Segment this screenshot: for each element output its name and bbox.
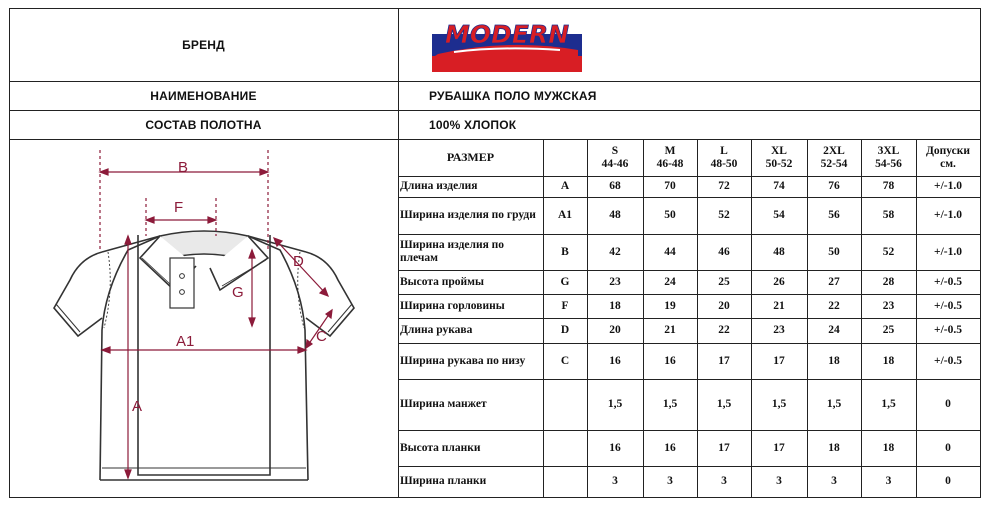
measure-value: 3 — [885, 475, 892, 487]
measure-value: 52 — [718, 209, 730, 221]
size-letter: 2XL — [823, 144, 845, 157]
measure-tolerance: +/-0.5 — [934, 299, 962, 312]
measure-value: 18 — [882, 354, 895, 367]
measure-value: 22 — [828, 299, 840, 312]
measure-value: 1,5 — [607, 398, 623, 410]
measure-value: 23 — [609, 275, 621, 288]
measure-value: 17 — [718, 354, 730, 367]
measure-code: C — [560, 354, 570, 367]
size-letter: S — [611, 144, 619, 157]
measure-name: Ширина изделия по груди — [400, 209, 536, 221]
measure-value: 18 — [609, 299, 621, 312]
measure-code: B — [561, 245, 569, 258]
measure-value: 16 — [609, 354, 621, 367]
measure-value: 24 — [664, 275, 676, 288]
fabric-label: СОСТАВ ПОЛОТНА — [145, 117, 262, 132]
measure-name: Ширина планки — [400, 475, 487, 487]
dim-label-a: A — [132, 398, 143, 415]
measure-value: 44 — [664, 245, 676, 258]
name-label: НАИМЕНОВАНИЕ — [150, 88, 257, 103]
measure-value: 1,5 — [662, 398, 678, 410]
size-range: 50-52 — [765, 157, 793, 170]
size-col-header — [807, 139, 861, 176]
brand-label: БРЕНД — [182, 37, 225, 52]
size-col-header — [587, 139, 643, 176]
measure-tolerance: 0 — [945, 441, 951, 454]
measure-value: 1,5 — [826, 398, 842, 410]
size-range: 48-50 — [710, 157, 738, 170]
size-letter: XL — [771, 144, 787, 157]
measure-value: 20 — [718, 299, 730, 312]
measure-value: 22 — [718, 324, 730, 336]
measure-value: 1,5 — [771, 398, 787, 410]
measure-value: 26 — [773, 275, 785, 288]
measure-value: 72 — [718, 180, 730, 192]
dim-label-f: F — [174, 199, 184, 216]
measure-value: 1,5 — [881, 398, 896, 410]
measure-value: 46 — [718, 245, 730, 258]
measure-value: 3 — [721, 475, 727, 487]
measure-code — [543, 379, 587, 430]
measure-value: 54 — [773, 209, 785, 221]
dim-label-b: B — [178, 159, 189, 176]
measure-value: 17 — [773, 354, 785, 367]
measure-value: 78 — [882, 180, 895, 192]
measure-value: 25 — [718, 275, 730, 288]
code-header — [543, 139, 587, 176]
measure-name: Высота проймы — [400, 275, 484, 288]
size-letter: L — [720, 144, 728, 157]
measure-code: F — [561, 299, 569, 312]
measure-value: 21 — [664, 324, 676, 336]
size-letter: 3XL — [877, 144, 900, 157]
measure-tolerance: 0 — [945, 398, 951, 410]
measure-tolerance: 0 — [945, 475, 951, 487]
measure-value: 20 — [609, 324, 621, 336]
measure-name: Высота планки — [400, 441, 481, 454]
measure-tolerance: +/-1.0 — [934, 209, 962, 221]
measure-name: Длина изделия — [400, 180, 478, 192]
measure-value: 70 — [664, 180, 676, 192]
measure-value: 17 — [718, 441, 730, 454]
measure-value: 19 — [664, 299, 676, 312]
measure-value: 76 — [828, 180, 840, 192]
size-range: 54-56 — [875, 157, 902, 170]
measure-value: 24 — [828, 324, 840, 336]
measure-code: G — [560, 275, 570, 288]
measure-value: 50 — [828, 245, 840, 258]
measure-value: 27 — [828, 275, 840, 288]
measure-value: 16 — [664, 354, 676, 367]
measure-value: 68 — [609, 180, 621, 192]
measure-code — [543, 466, 587, 497]
measure-code: D — [560, 324, 570, 336]
measure-value: 48 — [609, 209, 621, 221]
measure-code: A — [560, 180, 570, 192]
size-range: 46-48 — [656, 157, 684, 170]
measure-value: 28 — [882, 275, 895, 288]
tolerance-header-line: см. — [940, 157, 956, 170]
measure-name: Ширина рукава по низу — [400, 354, 526, 367]
measure-name: Ширина изделия по плечам — [400, 239, 505, 264]
measure-value: 3 — [612, 475, 618, 487]
measure-tolerance: +/-0.5 — [934, 354, 962, 367]
svg-text:MODERN: MODERN — [444, 20, 570, 49]
measure-value: 16 — [609, 441, 621, 454]
tolerance-header — [916, 139, 980, 176]
measure-code — [543, 430, 587, 466]
measure-value: 58 — [882, 209, 895, 221]
measure-value: 18 — [828, 441, 840, 454]
measure-value: 56 — [828, 209, 840, 221]
size-range: 52-54 — [820, 157, 848, 170]
measure-value: 18 — [828, 354, 840, 367]
measure-tolerance: +/-1.0 — [934, 245, 962, 258]
measure-name: Длина рукава — [400, 324, 473, 336]
measure-value: 3 — [667, 475, 673, 487]
measure-name: Ширина манжет — [400, 398, 487, 410]
measure-value: 23 — [882, 299, 895, 312]
measure-tolerance: +/-1.0 — [934, 180, 962, 192]
measure-value: 21 — [773, 299, 785, 312]
measure-value: 18 — [882, 441, 895, 454]
measure-name: Ширина горловины — [400, 299, 505, 312]
size-letter: M — [664, 144, 676, 157]
size-col-header — [861, 139, 916, 176]
tolerance-header-line: Допуски — [925, 144, 971, 157]
measure-value: 74 — [773, 180, 785, 192]
dim-label-c: C — [316, 328, 327, 345]
dim-label-a1: A1 — [176, 333, 195, 350]
size-col-header — [697, 139, 751, 176]
name-value: РУБАШКА ПОЛО МУЖСКАЯ — [429, 88, 597, 103]
measure-value: 52 — [882, 245, 895, 258]
measure-tolerance: +/-0.5 — [934, 275, 962, 288]
size-header: РАЗМЕР — [446, 150, 495, 164]
measure-value: 48 — [773, 245, 785, 258]
measure-value: 3 — [831, 475, 837, 487]
fabric-value: 100% ХЛОПОК — [429, 117, 517, 132]
dim-label-g: G — [232, 284, 244, 301]
measure-value: 16 — [664, 441, 676, 454]
measure-code: A1 — [557, 209, 573, 221]
dim-label-d: D — [293, 253, 304, 270]
measure-value: 1,5 — [716, 398, 732, 410]
measure-value: 3 — [776, 475, 782, 487]
size-range: 44-46 — [601, 157, 629, 170]
measure-tolerance: +/-0.5 — [934, 324, 962, 336]
measure-value: 42 — [609, 245, 621, 258]
measure-value: 23 — [773, 324, 785, 336]
measure-value: 25 — [882, 324, 895, 336]
measure-value: 50 — [664, 209, 676, 221]
size-col-header — [751, 139, 807, 176]
size-col-header — [643, 139, 697, 176]
measure-value: 17 — [773, 441, 785, 454]
